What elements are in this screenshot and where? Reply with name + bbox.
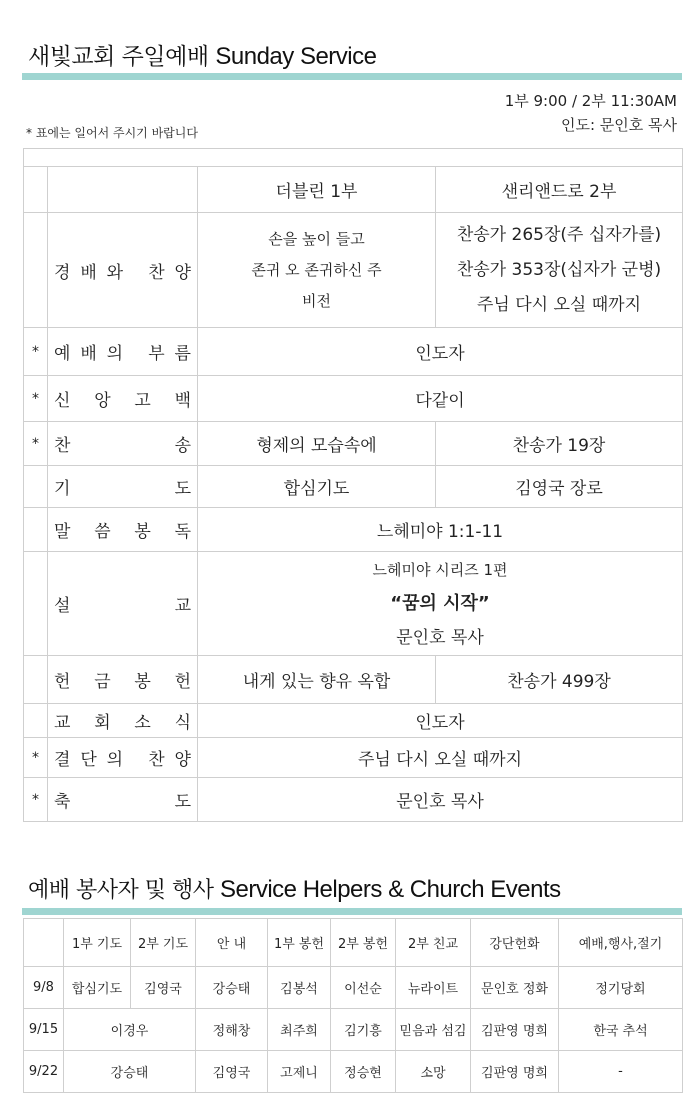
table-row: * 신 앙 고 백 다같이 <box>24 376 683 422</box>
row-label: 설 교 <box>54 596 191 616</box>
merged-cell: 인도자 <box>198 704 683 738</box>
helpers-title <box>28 873 561 904</box>
row-label: 헌 금 봉 헌 <box>54 672 191 692</box>
row-label: 경 배 와 찬 양 <box>54 262 191 283</box>
table-row: * 찬 송 형제의 모습속에 찬송가 19장 <box>24 422 683 466</box>
helpers-title-korean: 예배 봉사자 및 행사 <box>28 878 214 903</box>
table-row <box>24 552 683 656</box>
row-label: 기 도 <box>54 479 191 499</box>
merged-cell: 인도자 <box>198 328 683 376</box>
hymn: 찬송가 265장(주 십자가를) <box>456 224 662 245</box>
table-row: 9/15 이경우 정해창 최주희 김기흥 믿음과 섬김 김판영 명희 한국 추석 <box>24 1009 683 1051</box>
table-row: * 예 배 의 부 름 인도자 <box>24 328 683 376</box>
table-row: 9/8 합심기도 김영국 강승태 김봉석 이선순 뉴라이트 문인호 정화 정기당회 <box>24 967 683 1009</box>
merged-cell: 느헤미야 1:1-11 <box>198 508 683 552</box>
table-row <box>24 213 683 328</box>
helpers-table <box>23 918 683 1093</box>
table-top-row <box>24 149 683 167</box>
title-english: Sunday Service <box>215 43 377 70</box>
column-header: 1부 봉헌 <box>268 919 331 967</box>
left-cell: 내게 있는 향유 옥합 <box>198 656 436 704</box>
column-header: 2부 기도 <box>131 919 196 967</box>
title-korean: 새빛교회 주일예배 <box>28 44 209 70</box>
date-cell: 9/22 <box>24 1051 64 1093</box>
column-header: 강단헌화 <box>471 919 559 967</box>
table-row: * 축 도 문인호 목사 <box>24 778 683 822</box>
column-header-second: 샌리앤드로 2부 <box>436 167 683 213</box>
sermon-preacher: 문인호 목사 <box>396 627 484 648</box>
helpers-divider <box>22 908 682 915</box>
table-row: 9/22 강승태 김영국 고제니 정승현 소망 김판영 명희 - <box>24 1051 683 1093</box>
column-header: 예배,행사,절기 <box>559 919 683 967</box>
left-cell: 형제의 모습속에 <box>198 422 436 466</box>
helpers-title-english: Service Helpers & Church Events <box>220 876 561 903</box>
page-title <box>28 38 376 71</box>
row-label: 예 배 의 부 름 <box>54 344 191 364</box>
date-cell: 9/15 <box>24 1009 64 1051</box>
right-cell: 김영국 장로 <box>436 466 683 508</box>
column-header: 2부 친교 <box>396 919 471 967</box>
standing-note: * 표에는 일어서 주시기 바랍니다 <box>26 126 198 140</box>
praise-song: 비전 <box>302 291 331 310</box>
order-of-worship-table <box>23 148 683 822</box>
table-header-row <box>24 167 683 213</box>
table-row <box>24 466 683 508</box>
row-label: 교 회 소 식 <box>54 713 191 733</box>
leader-info: 인도: 문인호 목사 <box>560 116 677 134</box>
date-cell: 9/8 <box>24 967 64 1009</box>
column-header: 2부 봉헌 <box>331 919 396 967</box>
service-times: 1부 9:00 / 2부 11:30AM <box>504 92 677 110</box>
table-row: * 결 단 의 찬 양 주님 다시 오실 때까지 <box>24 738 683 778</box>
sermon-series: 느헤미야 시리즈 1편 <box>372 560 508 579</box>
row-label: 신 앙 고 백 <box>54 391 191 411</box>
helpers-header-row <box>24 919 683 967</box>
table-row <box>24 704 683 738</box>
title-divider <box>22 73 682 80</box>
merged-cell: 문인호 목사 <box>198 778 683 822</box>
row-label: 찬 송 <box>54 436 191 456</box>
table-row <box>24 508 683 552</box>
praise-song: 손을 높이 들고 <box>268 229 365 248</box>
row-label: 결 단 의 찬 양 <box>54 750 191 770</box>
left-cell: 합심기도 <box>198 466 436 508</box>
hymn: 찬송가 353장(십자가 군병) <box>456 259 662 280</box>
row-label: 축 도 <box>54 792 191 812</box>
merged-cell: 주님 다시 오실 때까지 <box>198 738 683 778</box>
right-cell: 찬송가 499장 <box>436 656 683 704</box>
hymn: 주님 다시 오실 때까지 <box>476 294 641 315</box>
column-header-first: 더블린 1부 <box>198 167 436 213</box>
right-cell: 찬송가 19장 <box>436 422 683 466</box>
row-label: 말 씀 봉 독 <box>54 522 191 542</box>
sermon-title: “꿈의 시작” <box>390 592 490 614</box>
column-header: 1부 기도 <box>64 919 131 967</box>
merged-cell: 다같이 <box>198 376 683 422</box>
table-row <box>24 656 683 704</box>
column-header: 안 내 <box>196 919 268 967</box>
praise-song: 존귀 오 존귀하신 주 <box>251 260 382 279</box>
